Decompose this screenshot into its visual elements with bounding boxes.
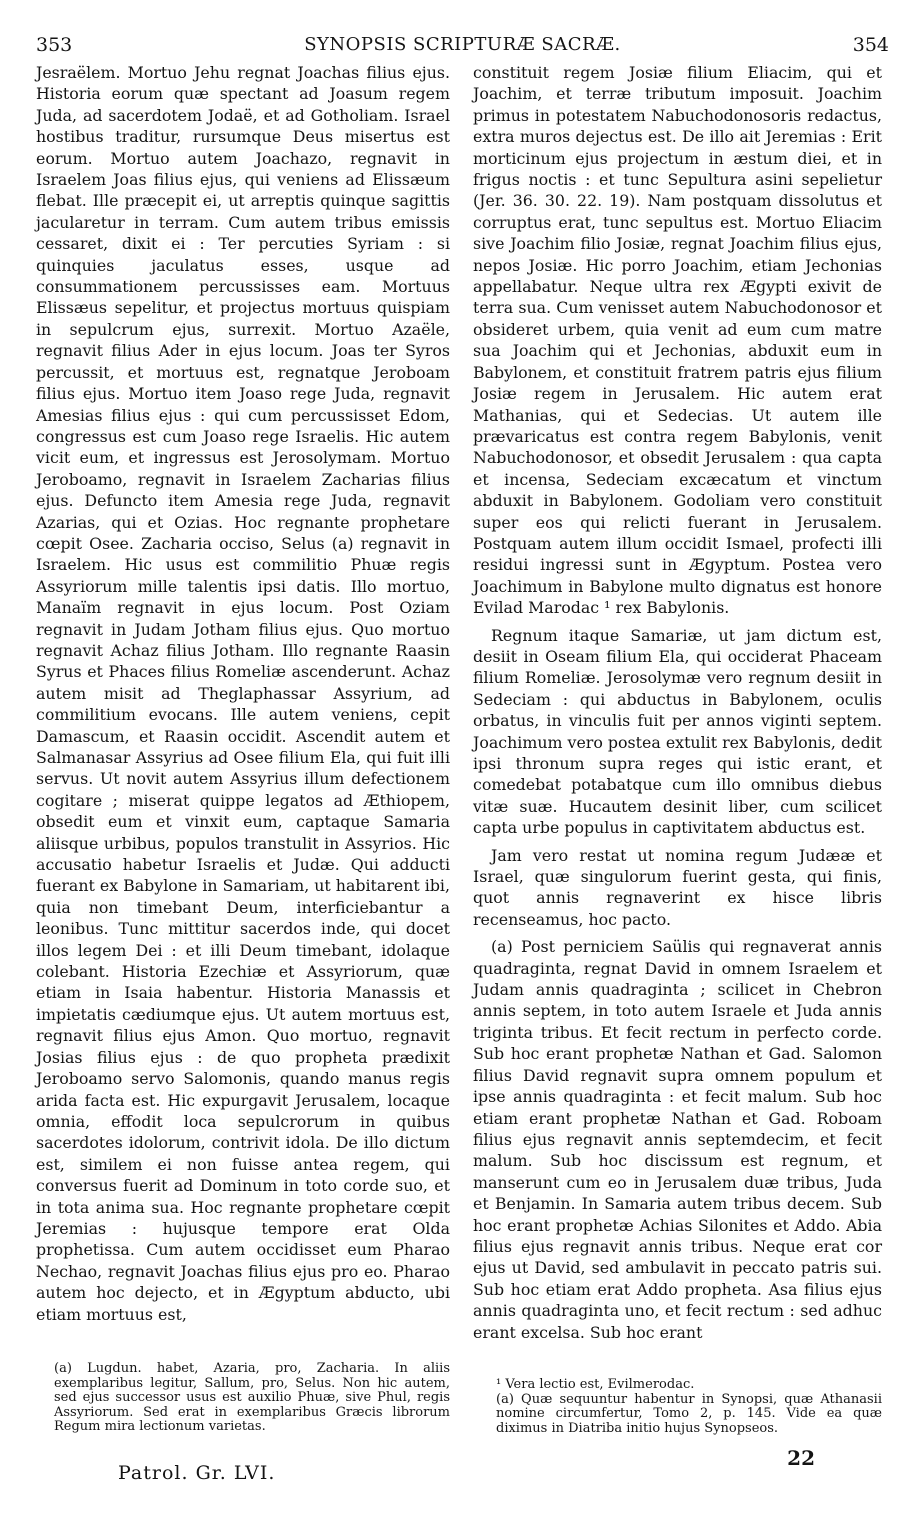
footnotes-right [496, 1378, 882, 1436]
running-header [36, 34, 889, 60]
right-column-paragraph: Jam vero restat ut nomina regum Judææ et Israel, quæ singulorum fuerint gesta, qui finis, quot annis regnaverint ex hisce libris recenseamus, hoc pacto. [473, 845, 882, 929]
footnote: ¹ Vera lectio est, Evilmerodac. [496, 1377, 695, 1392]
right-column-paragraph: constituit regem Josiæ filium Eliacim, qui et Joachim, et terræ tributum imposuit. Joachim primus in potestatem Nabuchodonosoris redactus, extra muros dejectus est. De illo ait Jeremias : Erit morticinum ejus projectum in æstum diei, et in frigus noctis : et tunc Sepultura asini sepelietur (Jer. 36. 30. 22. 19). Nam postquam dissolutus et corruptus erat, tunc sepultus est. Mortuo Eliacim sive Joachim filio Josiæ, regnat Joachim filius ejus, nepos Josiæ. Hic porro Joachim, etiam Jechonias appellabatur. Neque ultra rex Ægypti exivit de terra sua. Cum venisset autem Nabuchodonosor et obsideret urbem, quia venit ad eum cum matre sua Joachim qui et Jechonias, abduxit eum in Babylonem, et constituit fratrem patris ejus filium Josiæ regem in Jerusalem. Hic autem erat Mathanias, qui et Sedecias. Ut autem ille prævaricatus est contra regem Babylonis, venit Nabuchodonosor, et obsedit Jerusalem : qua capta et incensa, Sedeciam excæcatum et vinctum abduxit in Babylonem. Godoliam vero constituit super eos qui relicti fuerant in Jerusalem. Postquam autem illum occidit Ismael, profecti illi residui ingressi sunt in Ægyptum. Postea vero Joachimum in Babylone multo dignatus est honore Evilad Marodac ¹ rex Babylonis. [473, 63, 882, 618]
footnote: (a) Lugdun. habet, Azaria, pro, Zacharia. In aliis exemplaribus legitur, Sallum, pro, Selus. Non hic autem, sed ejus successor usus est auxilio Phuæ, sive Phul, regis Assyriorum. Sed erat in exemplaribus Græcis librorum Regum mira lectionum varietas. [54, 1361, 450, 1434]
footnotes-left [54, 1362, 450, 1435]
right-column [473, 62, 882, 1343]
signature-mark: Patrol. Gr. LVI. [118, 1462, 276, 1484]
running-title: SYNOPSIS SCRIPTURÆ SACRÆ. [304, 34, 621, 55]
right-column-paragraph: (a) Post perniciem Saülis qui regnaverat annis quadraginta, regnat David in omnem Israelem et Judam annis quadraginta ; scilicet in Chebron annis septem, in toto autem Israele et Juda annis triginta tribus. Et fecit rectum in perfecto corde. Sub hoc erant prophetæ Nathan et Gad. Salomon filius David regnavit supra omnem populum et ipse annis quadraginta : et fecit malum. Sub hoc etiam erant prophetæ Nathan et Gad. Roboam filius ejus regnavit annis septemdecim, et fecit malum. Sub hoc discissum est regnum, et manserunt cum eo in Jerusalem duæ tribus, Juda et Benjamin. In Samaria autem tribus decem. Sub hoc erant prophetæ Achias Silonites et Addo. Abia filius ejus regnavit annis tribus. Neque erat cor ejus ut David, sed ambulavit in peccato patris sui. Sub hoc etiam erat Addo propheta. Asa filius ejus annis quadraginta uno, et fecit rectum : sed adhuc erant excelsa. Sub hoc erant [473, 937, 882, 1342]
footnote: (a) Quæ sequuntur habentur in Synopsi, quæ Athanasii nomine circumfertur, Tomo 2, p. 145. Vide ea quæ diximus in Diatriba initio hujus Synopseos. [496, 1391, 882, 1436]
page-number-left: 353 [36, 34, 73, 56]
sheet-number: 22 [787, 1446, 815, 1470]
right-column-paragraph: Regnum itaque Samariæ, ut jam dictum est, desiit in Oseam filium Ela, qui occiderat Phaceam filium Romeliæ. Jerosolymæ vero regnum desiit in Sedeciam : qui abductus in Babylonem, oculis orbatus, in vinculis fuit per annos viginti septem. Joachimum vero postea extulit rex Babylonis, dedit ipsi thronum supra reges qui istic erant, et comedebat potabatque cum illo omnibus diebus vitæ suæ. Hucautem desinit liber, cum scilicet capta urbe populus in captivitatem abductus est. [473, 625, 882, 838]
left-column-paragraph: Jesraëlem. Mortuo Jehu regnat Joachas filius ejus. Historia eorum quæ spectant ad Joasum regem Juda, ad sacerdotem Jodaë, et ad Gotholiam. Israel hostibus traditur, rursumque Deus misertus est eorum. Mortuo autem Joachazo, regnavit in Israelem Joas filius ejus, qui veniens ad Elissæum flebat. Ille præcepit ei, ut arreptis quinque sagittis jacularetur in terram. Cum autem tribus emissis cessaret, dixit ei : Ter percuties Syriam : si quinquies jaculatus esses, usque ad consummationem percussisses eam. Mortuus Elissæus sepelitur, et projectus mortuus quispiam in sepulcrum ejus, surrexit. Mortuo Azaële, regnavit filius Ader in ejus locum. Joas ter Syros percussit, et mortuus est, regnatque Jeroboam filius ejus. Mortuo item Joaso rege Juda, regnavit Amesias filius ejus : qui cum percussisset Edom, congressus est cum Joaso rege Israelis. Hic autem vicit eum, et ingressus est Jerosolymam. Mortuo Jeroboamo, regnavit in Israelem Zacharias filius ejus. Defuncto item Amesia rege Juda, regnavit Azarias, qui et Ozias. Hoc regnante prophetare cœpit Osee. Zacharia occiso, Selus (a) regnavit in Israelem. Hic usus est commilitio Phuæ regis Assyriorum mille talentis ipsi datis. Illo mortuo, Manaïm regnavit in ejus locum. Post Oziam regnavit in Judam Jotham filius ejus. Quo mortuo regnavit Achaz filius Jotham. Illo regnante Raasin Syrus et Phaces filius Romeliæ ascenderunt. Achaz autem misit ad Theglaphassar Assyrium, ad commilitium evocans. Ille autem veniens, cepit Damascum, et Raasin occidit. Ascendit autem et Salmanasar Assyrius ad Osee filium Ela, qui fuit illi servus. Ut novit autem Assyrius illum defectionem cogitare ; miserat quippe legatos ad Æthiopem, obsedit eum et vinxit eum, captaque Samaria aliisque urbibus, populos transtulit in Assyrios. Hic accusatio habetur Israelis et Judæ. Qui adducti fuerant ex Babylone in Samariam, ut habitarent ibi, quia non timebant Deum, interficiebantur a leonibus. Tunc mittitur sacerdos inde, qui docet illos legem Dei : et illi Deum timebant, idolaque colebant. Historia Ezechiæ et Assyriorum, quæ etiam in Isaia habentur. Historia Manassis et impietatis cædiumque ejus. Ut autem mortuus est, regnavit filius ejus Amon. Quo mortuo, regnavit Josias filius ejus : de quo propheta prædixit Jeroboamo servo Salomonis, quando manus regis arida facta est. Hic expurgavit Jerusalem, locaque omnia, effodit loca sepulcrorum in quibus sacerdotes idolorum, contrivit idola. De illo dictum est, similem ei non fuisse antea regem, qui conversus fuerit ad Dominum in toto corde suo, et in tota anima sua. Hoc regnante prophetare cœpit Jeremias : hujusque tempore erat Olda prophetissa. Cum autem occidisset eum Pharao Nechao, regnavit Joachas filius ejus pro eo. Pharao autem hoc dejecto, et in Ægyptum abducto, ubi etiam mortuus est, [36, 63, 451, 1324]
left-column [36, 62, 450, 1325]
page-number-right: 354 [852, 34, 889, 56]
